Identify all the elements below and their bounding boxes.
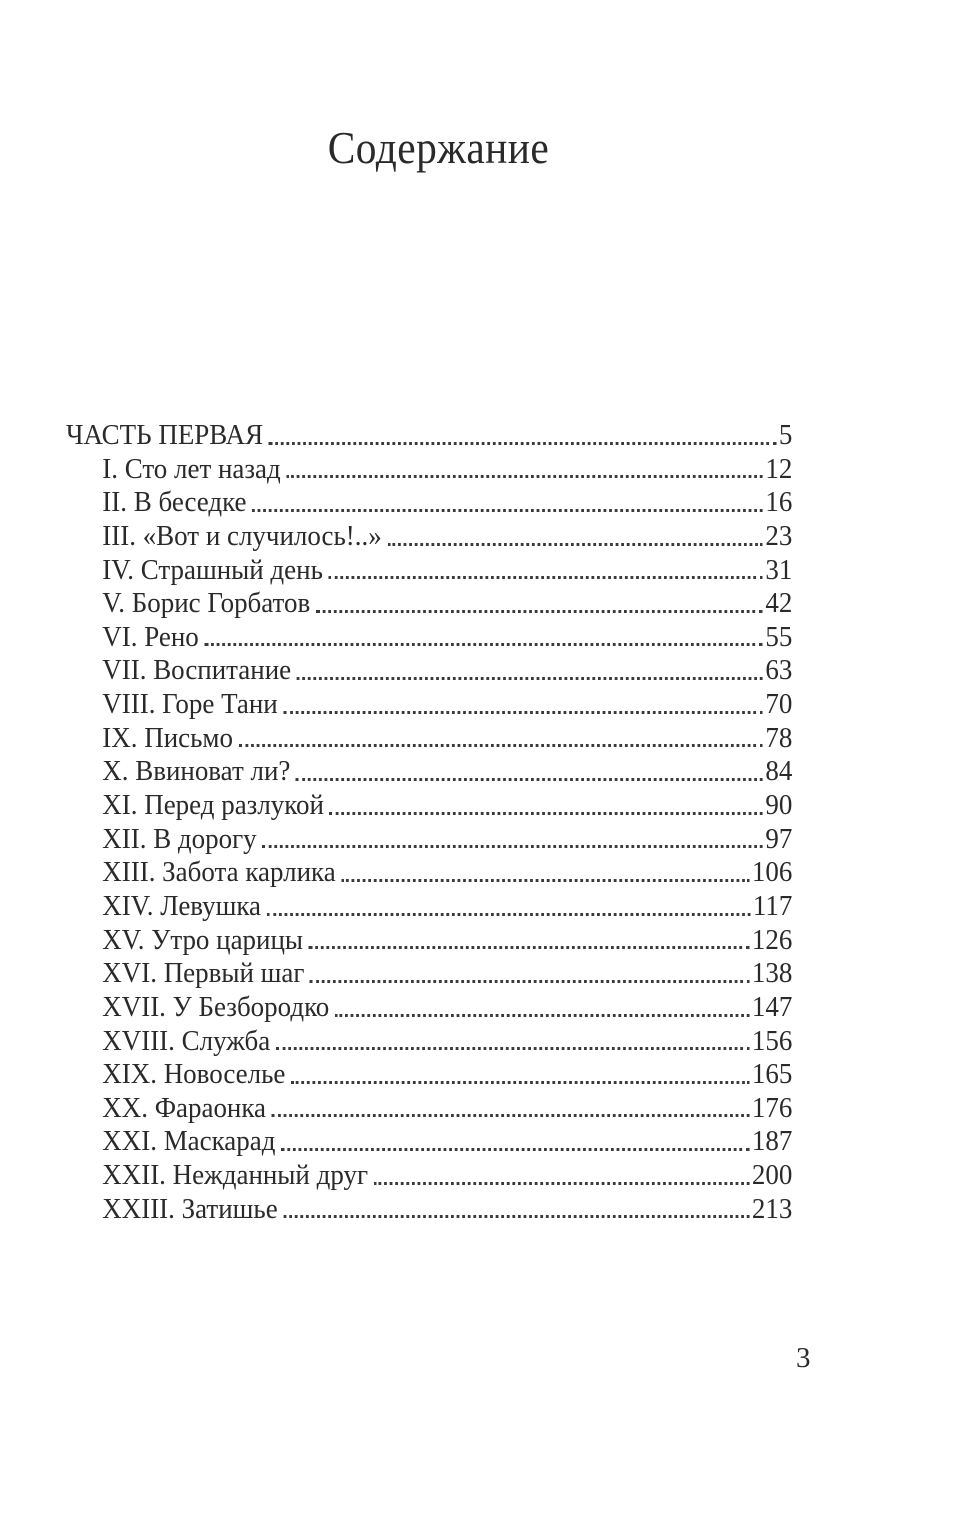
toc-chapter-row bbox=[66, 890, 792, 924]
toc-chapter-page: 97 bbox=[765, 822, 793, 855]
dot-leader bbox=[296, 777, 763, 781]
toc-chapter-row bbox=[66, 453, 792, 487]
toc-chapter-label: XXII. Нежданный друг bbox=[102, 1159, 369, 1192]
dot-leader bbox=[262, 844, 762, 848]
toc-chapter-label: XXIII. Затишье bbox=[102, 1192, 278, 1225]
page-number: 3 bbox=[796, 1342, 811, 1374]
toc-chapter-label: XXI. Маскарад bbox=[102, 1125, 276, 1158]
toc-part-page: 5 bbox=[778, 419, 793, 451]
toc-chapter-label: III. «Вот и случилось!..» bbox=[102, 519, 382, 552]
dot-leader bbox=[204, 642, 762, 646]
toc-chapter-label: VI. Рено bbox=[102, 620, 199, 653]
dot-leader bbox=[267, 912, 750, 916]
dot-leader bbox=[283, 710, 762, 714]
dot-leader bbox=[374, 1181, 749, 1185]
dot-leader bbox=[286, 474, 762, 478]
dot-leader bbox=[281, 1147, 749, 1151]
dot-leader bbox=[316, 609, 763, 613]
toc-chapter-page: 23 bbox=[765, 519, 793, 552]
toc-chapter-page: 84 bbox=[765, 755, 793, 788]
toc-chapter-label: IX. Письмо bbox=[102, 721, 233, 754]
toc-chapter-row bbox=[66, 1092, 792, 1126]
toc-chapter-row bbox=[66, 587, 792, 621]
dot-leader bbox=[283, 1214, 749, 1218]
dot-leader bbox=[387, 542, 762, 546]
toc-chapter-page: 213 bbox=[751, 1192, 793, 1225]
toc-chapter-page: 165 bbox=[751, 1058, 793, 1091]
toc-chapter-label: VIII. Горе Тани bbox=[102, 688, 278, 721]
toc-chapter-label: II. В беседке bbox=[102, 486, 247, 519]
toc-chapter-row bbox=[66, 1025, 792, 1059]
toc-chapter-page: 126 bbox=[751, 923, 793, 956]
toc-chapter-label: XIX. Новоселье bbox=[102, 1058, 286, 1091]
toc-chapter-page: 42 bbox=[765, 587, 793, 620]
toc-chapter-page: 147 bbox=[751, 990, 793, 1023]
toc-chapter-row bbox=[66, 1193, 792, 1227]
toc-chapter-page: 70 bbox=[765, 688, 793, 721]
toc-chapter-page: 187 bbox=[751, 1125, 793, 1158]
toc-part-row bbox=[66, 419, 792, 453]
dot-leader bbox=[239, 743, 763, 747]
toc-chapter-label: XVII. У Безбородко bbox=[102, 990, 330, 1023]
toc-chapter-row bbox=[66, 789, 792, 823]
dot-leader bbox=[276, 1046, 749, 1050]
toc-chapter-row bbox=[66, 957, 792, 991]
dot-leader bbox=[335, 1013, 749, 1017]
toc-chapter-page: 106 bbox=[751, 856, 793, 889]
toc-chapter-label: IV. Страшный день bbox=[102, 553, 323, 586]
toc-chapter-label: X. Ввиноват ли? bbox=[102, 755, 291, 788]
toc-chapter-label: XVI. Первый шаг bbox=[102, 957, 305, 990]
toc-chapter-row bbox=[66, 486, 792, 520]
toc-chapter-row bbox=[66, 722, 792, 756]
dot-leader bbox=[328, 575, 762, 579]
toc-chapter-label: XIII. Забота карлика bbox=[102, 856, 336, 889]
toc-chapter-label: XI. Перед разлукой bbox=[102, 789, 324, 822]
toc-chapter-page: 16 bbox=[765, 486, 793, 519]
toc-chapter-row bbox=[66, 554, 792, 588]
toc-chapter-page: 200 bbox=[751, 1159, 793, 1192]
toc-chapter-label: V. Борис Горбатов bbox=[102, 587, 311, 620]
toc-chapter-row bbox=[66, 924, 792, 958]
toc-chapter-row bbox=[66, 1058, 792, 1092]
toc-chapter-page: 55 bbox=[765, 620, 793, 653]
toc-chapter-row bbox=[66, 688, 792, 722]
toc-chapter-page: 117 bbox=[752, 889, 793, 922]
toc-chapter-label: XX. Фараонка bbox=[102, 1091, 267, 1124]
toc-chapter-label: XV. Утро царицы bbox=[102, 923, 304, 956]
toc-chapter-row bbox=[66, 1125, 792, 1159]
dot-leader bbox=[272, 1113, 749, 1117]
toc-chapter-row bbox=[66, 991, 792, 1025]
toc-chapter-label: I. Сто лет назад bbox=[102, 452, 281, 485]
toc-part-label: ЧАСТЬ ПЕРВАЯ bbox=[66, 419, 264, 451]
toc-chapter-page: 12 bbox=[765, 452, 793, 485]
toc-chapter-row bbox=[66, 621, 792, 655]
dot-leader bbox=[291, 1080, 749, 1084]
dot-leader bbox=[297, 676, 763, 680]
toc-chapter-page: 90 bbox=[765, 789, 793, 822]
table-of-contents bbox=[66, 419, 793, 1226]
dot-leader bbox=[309, 945, 749, 949]
toc-chapter-row bbox=[66, 755, 792, 789]
toc-chapter-label: VII. Воспитание bbox=[102, 654, 292, 687]
toc-chapter-page: 31 bbox=[765, 553, 793, 586]
toc-chapter-label: XVIII. Служба bbox=[102, 1024, 271, 1057]
toc-chapter-label: XIV. Левушка bbox=[102, 889, 262, 922]
chapter-list bbox=[66, 453, 793, 1227]
toc-chapter-page: 156 bbox=[751, 1024, 793, 1057]
dot-leader bbox=[252, 508, 762, 512]
toc-chapter-page: 176 bbox=[751, 1091, 793, 1124]
toc-chapter-row bbox=[66, 823, 792, 857]
dot-leader bbox=[330, 811, 763, 815]
dot-leader bbox=[269, 441, 776, 445]
toc-chapter-row bbox=[66, 654, 792, 688]
toc-chapter-page: 78 bbox=[765, 721, 793, 754]
dot-leader bbox=[341, 878, 749, 882]
toc-chapter-page: 138 bbox=[751, 957, 793, 990]
dot-leader bbox=[310, 979, 749, 983]
toc-chapter-page: 63 bbox=[765, 654, 793, 687]
toc-chapter-row bbox=[66, 1159, 792, 1193]
page-title: Содержание bbox=[327, 123, 550, 173]
toc-chapter-row bbox=[66, 520, 792, 554]
toc-chapter-row bbox=[66, 856, 792, 890]
toc-chapter-label: XII. В дорогу bbox=[102, 822, 257, 855]
